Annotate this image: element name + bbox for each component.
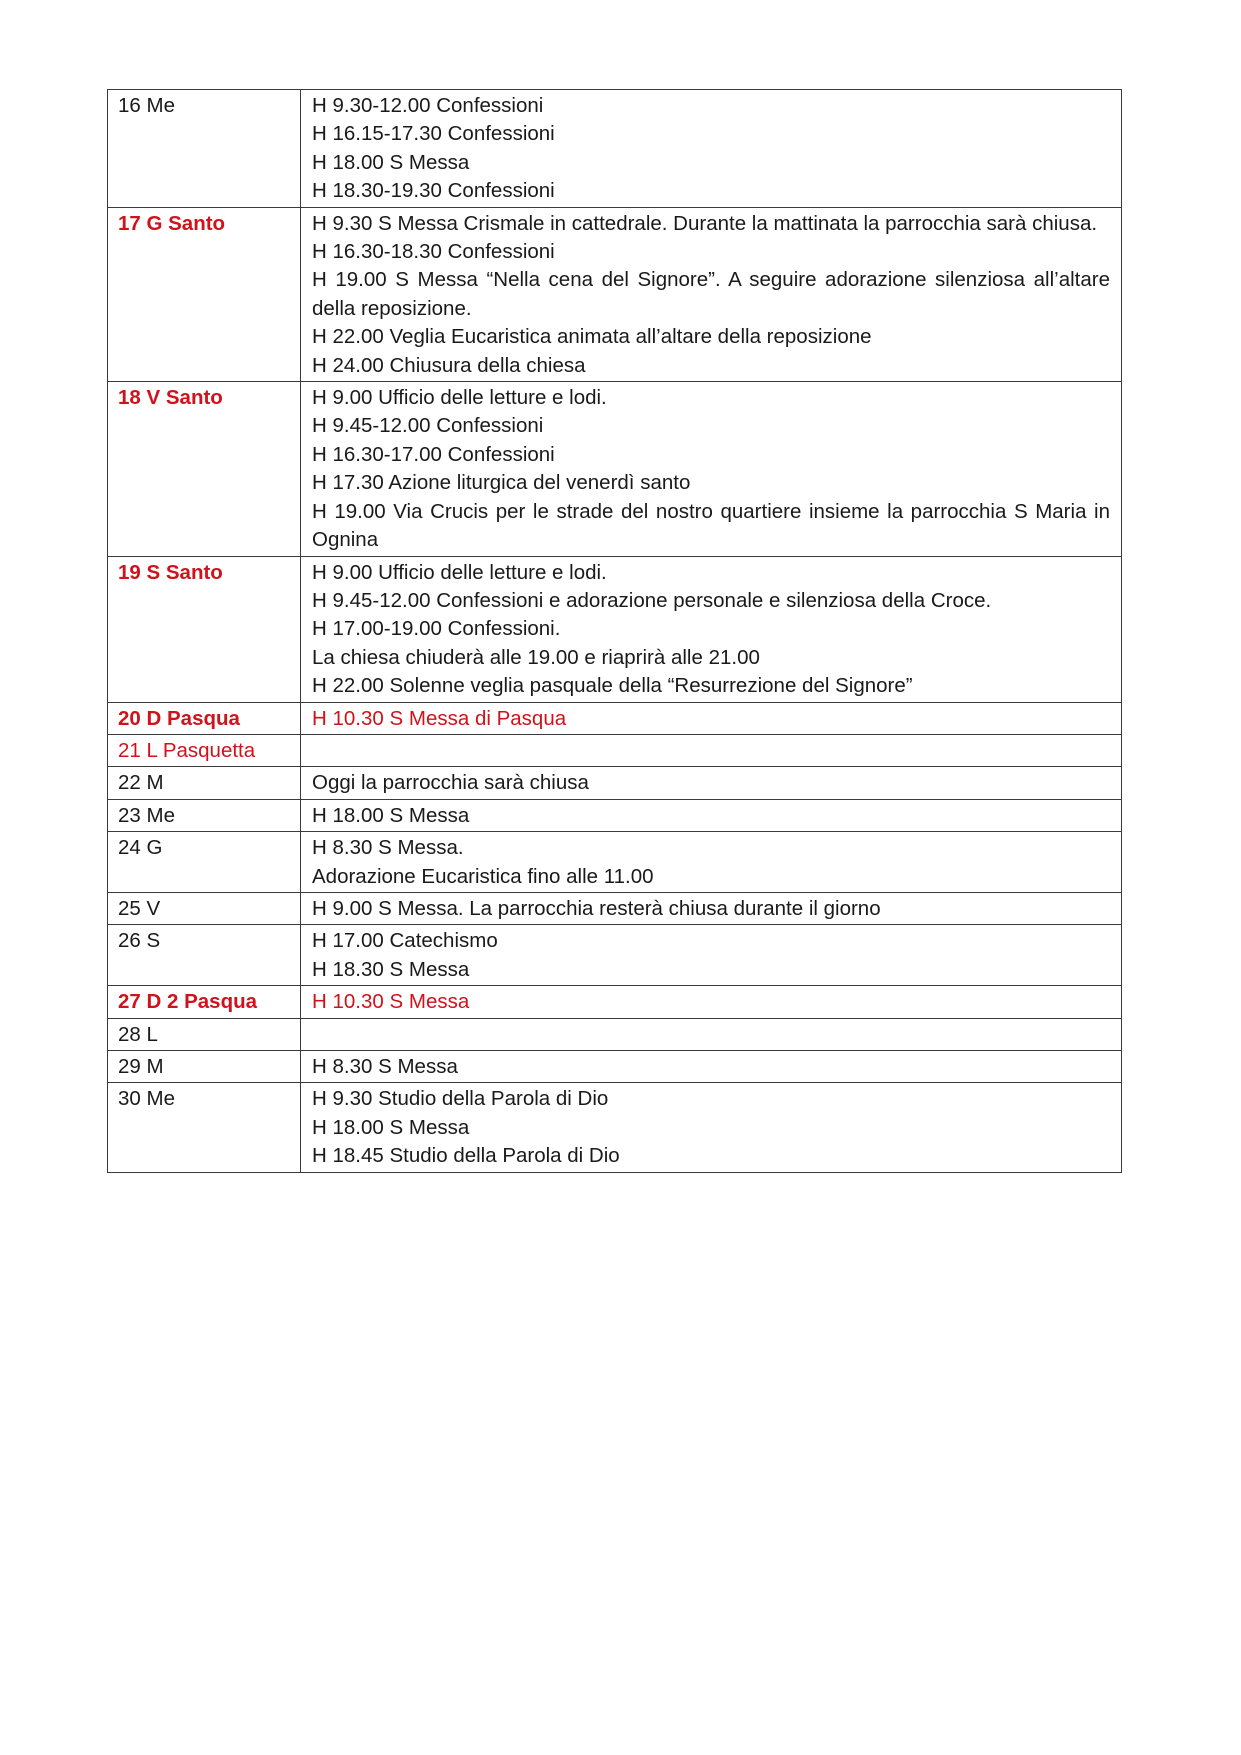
schedule-row: [108, 1018, 1122, 1050]
events-cell: [301, 1051, 1122, 1083]
events-cell: [301, 382, 1122, 556]
schedule-row: [108, 556, 1122, 702]
event-line: H 19.00 S Messa “Nella cena del Signore”. A seguire adorazione silenziosa all’altare della reposizione.: [312, 268, 1110, 320]
day-cell: 21 L Pasquetta: [108, 734, 301, 766]
event-line: Oggi la parrocchia sarà chiusa: [312, 771, 589, 795]
event-line: La chiesa chiuderà alle 19.00 e riaprirà alle 21.00: [312, 645, 760, 669]
schedule-row: [108, 702, 1122, 734]
day-cell: 19 S Santo: [108, 556, 301, 702]
events-cell: [301, 892, 1122, 924]
event-line: H 18.00 S Messa: [312, 1115, 470, 1139]
schedule-table: [107, 89, 1122, 1173]
events-cell: [301, 986, 1122, 1018]
event-line: H 16.30-17.00 Confessioni: [312, 442, 555, 466]
event-line: H 9.00 Ufficio delle letture e lodi.: [312, 560, 607, 584]
day-cell: 30 Me: [108, 1083, 301, 1172]
day-cell: 16 Me: [108, 90, 301, 208]
day-cell: 20 D Pasqua: [108, 702, 301, 734]
events-cell: [301, 1018, 1122, 1050]
schedule-row: [108, 1051, 1122, 1083]
event-line: H 10.30 S Messa: [312, 990, 470, 1014]
event-line: H 22.00 Veglia Eucaristica animata all’altare della reposizione: [312, 325, 872, 349]
event-line: H 9.45-12.00 Confessioni: [312, 414, 544, 438]
event-line: H 8.30 S Messa.: [312, 836, 464, 860]
schedule-table-body: [108, 90, 1122, 1173]
events-cell: [301, 799, 1122, 831]
day-cell: 28 L: [108, 1018, 301, 1050]
events-cell: [301, 767, 1122, 799]
event-line: H 24.00 Chiusura della chiesa: [312, 353, 586, 377]
event-line: H 19.00 Via Crucis per le strade del nostro quartiere insieme la parrocchia S Maria in Ognina: [312, 499, 1110, 552]
event-line: H 16.15-17.30 Confessioni: [312, 122, 555, 146]
events-cell: [301, 1083, 1122, 1172]
event-line: H 18.30-19.30 Confessioni: [312, 179, 555, 203]
schedule-row: [108, 767, 1122, 799]
event-line: H 9.30-12.00 Confessioni: [312, 94, 544, 117]
events-cell: [301, 207, 1122, 381]
day-cell: 25 V: [108, 892, 301, 924]
schedule-page: [107, 89, 1121, 1173]
event-line: H 17.00 Catechismo: [312, 929, 498, 953]
schedule-row: [108, 832, 1122, 893]
schedule-row: [108, 799, 1122, 831]
schedule-row: [108, 986, 1122, 1018]
schedule-row: [108, 925, 1122, 986]
day-cell: 23 Me: [108, 799, 301, 831]
day-cell: 24 G: [108, 832, 301, 893]
event-line: H 8.30 S Messa: [312, 1055, 458, 1078]
event-line: H 10.30 S Messa di Pasqua: [312, 706, 567, 730]
events-cell: [301, 90, 1122, 208]
day-cell: 29 M: [108, 1051, 301, 1083]
event-line: H 22.00 Solenne veglia pasquale della “Resurrezione del Signore”: [312, 674, 913, 698]
schedule-row: [108, 382, 1122, 556]
day-cell: 18 V Santo: [108, 382, 301, 556]
schedule-row: [108, 1083, 1122, 1172]
event-line: H 18.00 S Messa: [312, 803, 470, 827]
events-cell: [301, 556, 1122, 702]
event-line: H 17.30 Azione liturgica del venerdì santo: [312, 471, 691, 495]
events-cell: [301, 925, 1122, 986]
event-line: H 18.00 S Messa: [312, 150, 470, 174]
event-line: H 9.45-12.00 Confessioni e adorazione personale e silenziosa della Croce.: [312, 588, 992, 612]
schedule-row: [108, 892, 1122, 924]
event-line: [312, 737, 1110, 765]
events-cell: [301, 734, 1122, 766]
day-cell: 22 M: [108, 767, 301, 799]
event-line: [312, 1021, 1110, 1049]
event-line: H 17.00-19.00 Confessioni.: [312, 617, 561, 641]
schedule-row: [108, 207, 1122, 381]
event-line: H 18.45 Studio della Parola di Dio: [312, 1144, 620, 1168]
event-line: H 9.30 S Messa Crismale in cattedrale. Durante la mattinata la parrocchia sarà chiusa.: [312, 211, 1098, 235]
day-cell: 26 S: [108, 925, 301, 986]
schedule-row: [108, 734, 1122, 766]
event-line: H 16.30-18.30 Confessioni: [312, 240, 555, 264]
day-cell: 17 G Santo: [108, 207, 301, 381]
event-line: Adorazione Eucaristica fino alle 11.00: [312, 864, 654, 888]
events-cell: [301, 702, 1122, 734]
event-line: H 9.00 Ufficio delle letture e lodi.: [312, 386, 607, 410]
event-line: H 9.00 S Messa. La parrocchia resterà chiusa durante il giorno: [312, 896, 881, 920]
day-cell: 27 D 2 Pasqua: [108, 986, 301, 1018]
event-line: H 9.30 Studio della Parola di Dio: [312, 1087, 609, 1111]
event-line: H 18.30 S Messa: [312, 957, 470, 981]
schedule-row: [108, 90, 1122, 208]
events-cell: [301, 832, 1122, 893]
